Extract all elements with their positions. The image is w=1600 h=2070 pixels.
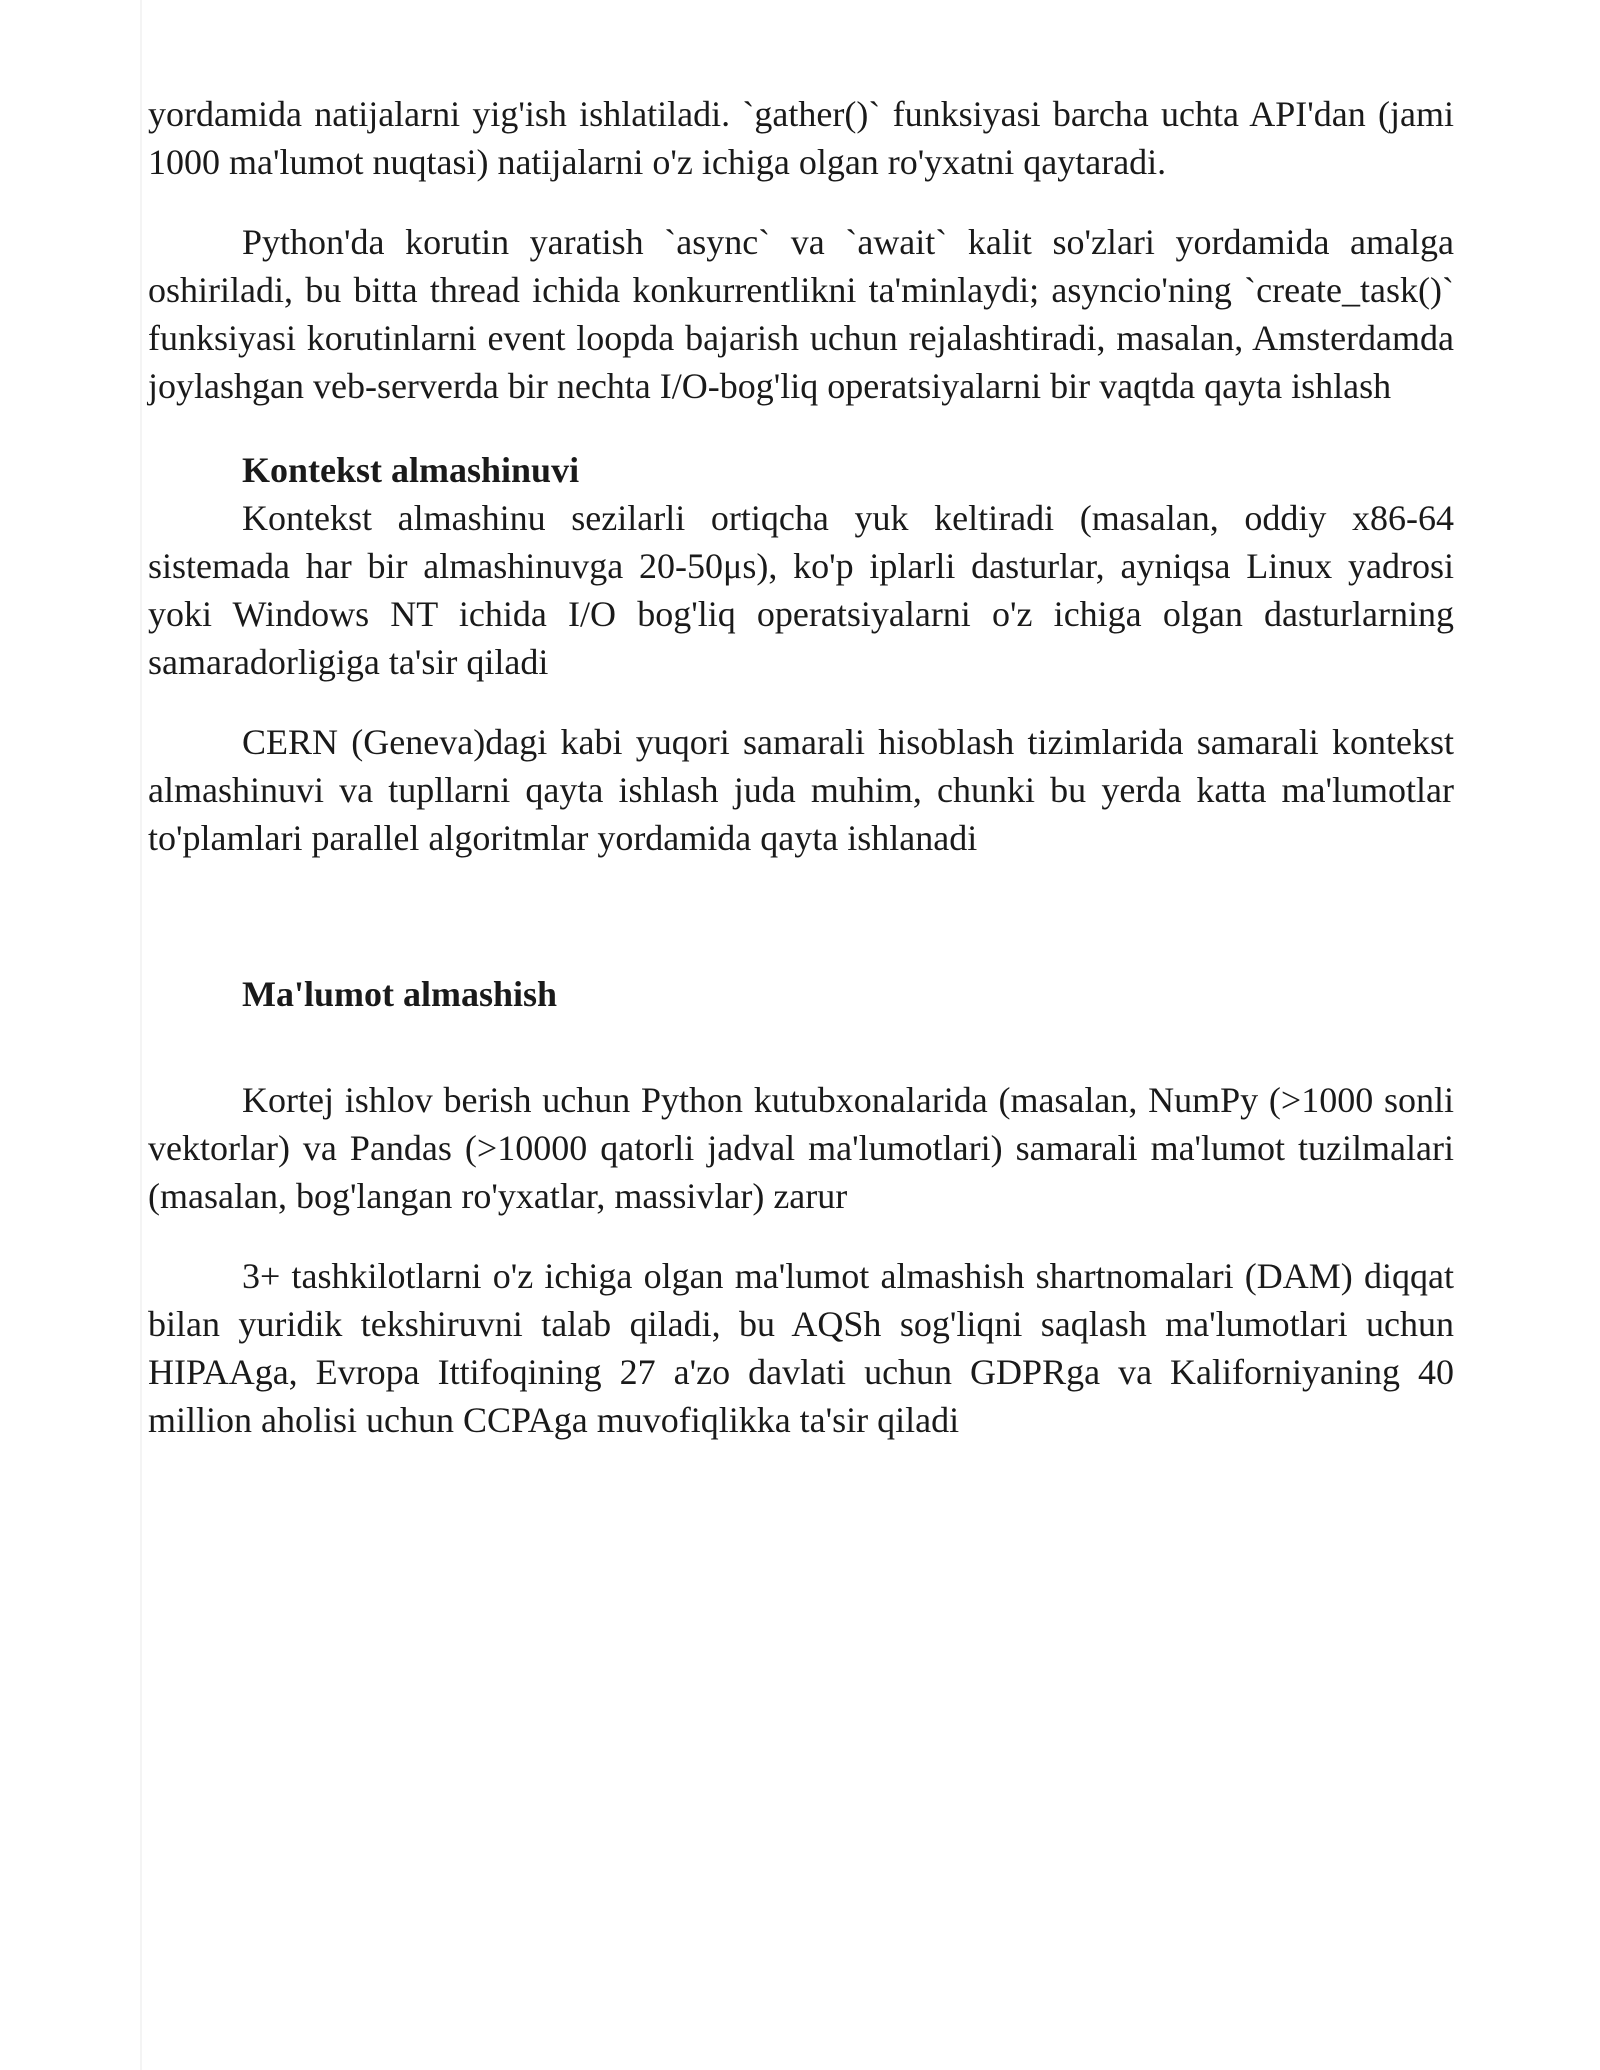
paragraph-python-coroutines: Python'da korutin yaratish `async` va `await` kalit so'zlari yordamida amalga oshiriladi, bu bitta thread ichida konkurrentlikni ta'minlaydi; asyncio'ning `create_task()` funksiyasi korutinlarni event loopda bajarish uchun rejalashtiradi, masalan, Amsterdamda joylashgan veb-serverda bir nechta I/O-bog'liq operatsiyalarni bir vaqtda qayta ishlash (148, 222, 1454, 406)
page-margin-line (140, 0, 142, 2070)
paragraph-context-switch-overhead: Kontekst almashinu sezilarli ortiqcha yuk keltiradi (masalan, oddiy x86-64 sistemada har bir almashinuvga 20-50μs), ko'p iplarli dasturlar, ayniqsa Linux yadrosi yoki Windows NT ichida I/O bog'liq operatsiyalarni o'z ichiga olgan dasturlarning samaradorligiga ta'sir qiladi (148, 498, 1454, 682)
paragraph-data-sharing-agreements: 3+ tashkilotlarni o'z ichiga olgan ma'lumot almashish shartnomalari (DAM) diqqat bilan yuridik tekshiruvni talab qiladi, bu AQSh sog'liqni saqlash ma'lumotlari uchun HIPAAga, Evropa Ittifoqining 27 a'zo davlati uchun GDPRga va Kaliforniyaning 40 million aholisi uchun CCPAga muvofiqlikka ta'sir qiladi (148, 1256, 1454, 1440)
paragraph-gather-results: yordamida natijalarni yig'ish ishlatiladi. `gather()` funksiyasi barcha uchta API'dan (jami 1000 ma'lumot nuqtasi) natijalarni o'z ichiga olgan ro'yxatni qaytaradi. (148, 94, 1454, 182)
paragraph-cern-hpc: CERN (Geneva)dagi kabi yuqori samarali hisoblash tizimlarida samarali kontekst almashinuvi va tupllarni qayta ishlash juda muhim, chunki bu yerda katta ma'lumotlar to'plamlari parallel algoritmlar yordamida qayta ishlanadi (148, 722, 1454, 858)
paragraph-python-libraries: Kortej ishlov berish uchun Python kutubxonalarida (masalan, NumPy (>1000 sonli vektorlar) va Pandas (>10000 qatorli jadval ma'lumotlari) samarali ma'lumot tuzilmalari (masalan, bog'langan ro'yxatlar, massivlar) zarur (148, 1080, 1454, 1216)
document-body (148, 90, 1454, 1476)
heading-data-exchange: Ma'lumot almashish (242, 974, 558, 1014)
heading-context-switching: Kontekst almashinuvi (242, 450, 580, 490)
